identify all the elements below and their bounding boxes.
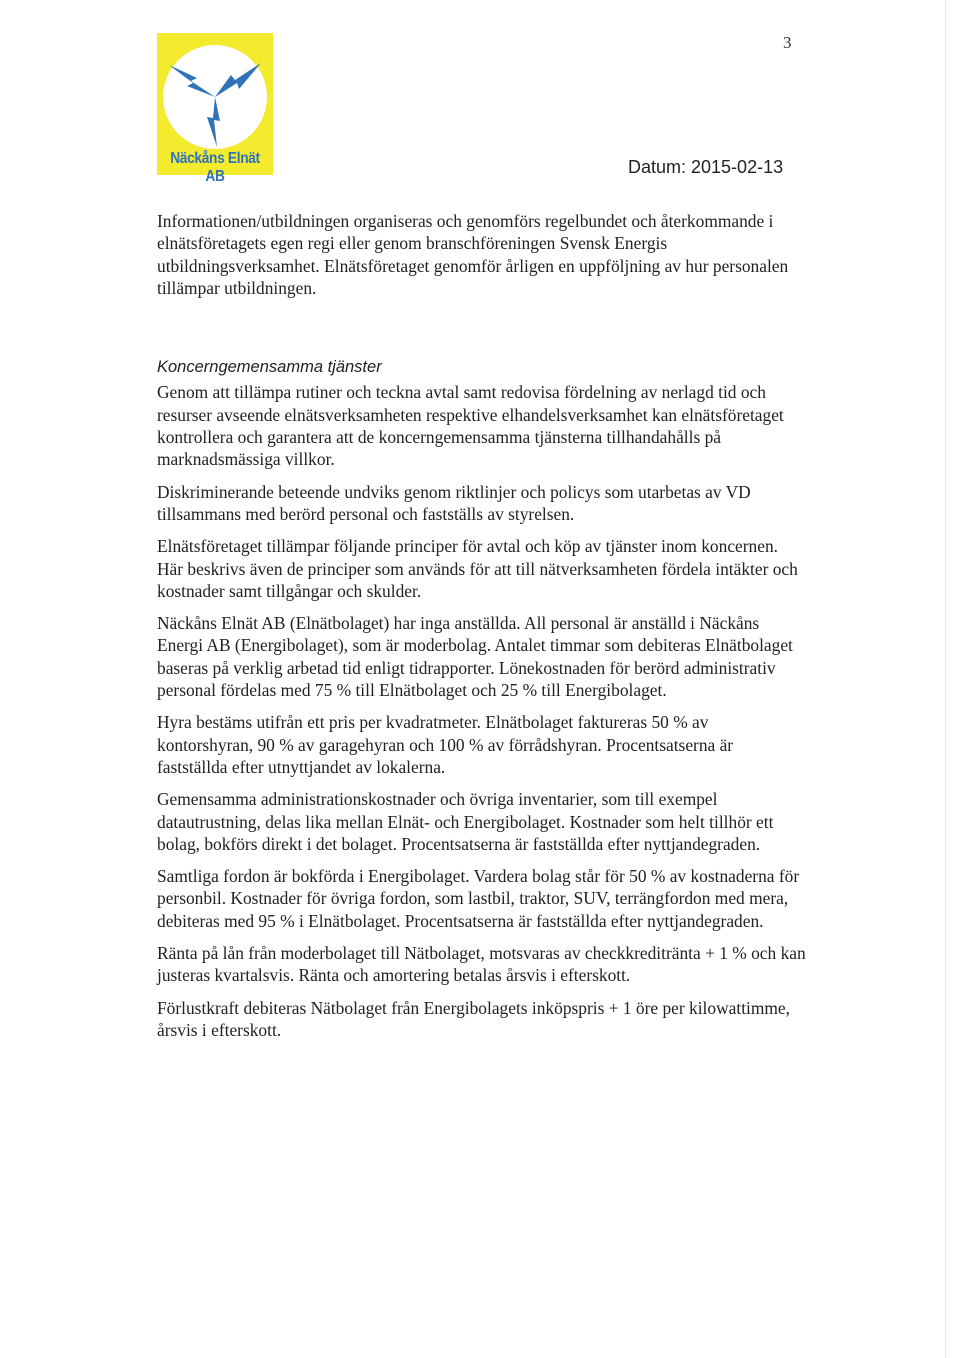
document-date: Datum: 2015-02-13	[628, 157, 784, 177]
logo-text: Näckåns Elnät AB	[170, 150, 260, 185]
paragraph-personnel: Näckåns Elnät AB (Elnätbolaget) har inga anställda. All personal är anställd i Näckåns Energi AB (Energibolaget), som är moderbolag. Antalet timmar som debiteras Elnätbolaget baseras på verklig arbetad tid enligt tidrapporter. Lönekostnaden för berörd administrativ personal fördelas med 75 % till Elnätbolaget och 25 % till Energibolaget.	[157, 613, 793, 701]
section-heading: Koncerngemensamma tjänster	[157, 358, 382, 377]
document-body	[157, 210, 807, 1051]
paragraph-routines: Genom att tillämpa rutiner och teckna avtal samt redovisa fördelning av nerlagd tid och resurser avseende elnätsverksamheten respektive elhandelsverksamhet kan elnätsföretaget kontrollera och garantera att de koncerngemensamma tjänsterna tillhandahålls på marknadsmässiga villkor.	[157, 382, 784, 470]
paragraph-discrimination: Diskriminerande beteende undviks genom riktlinjer och policys som utarbetas av VD tillsammans med berörd personal och fastställs av styrelsen.	[157, 481, 751, 524]
paragraph-admin-costs: Gemensamma administrationskostnader och övriga inventarier, som till exempel datautrustning, delas lika mellan Elnät- och Energibolaget. Kostnader som helt tillhör ett bolag, bokförs direkt i det bolaget. Procentsatserna är fastställda efter nyttjandegraden.	[157, 789, 774, 854]
paragraph-interest: Ränta på lån från moderbolaget till Nätbolaget, motsvaras av checkkreditränta + 1 % och kan justeras kvartalsvis. Ränta och amortering betalas årsvis i efterskott.	[157, 943, 806, 986]
paragraph-vehicles: Samtliga fordon är bokförda i Energibolaget. Vardera bolag står för 50 % av kostnaderna för personbil. Kostnader för övriga fordon, som lastbil, traktor, SUV, terrängfordon med mera, debiteras med 95 % i Elnätbolaget. Procentsatserna är fastställda efter nyttjandegraden.	[157, 866, 800, 931]
paragraph-training: Informationen/utbildningen organiseras och genomförs regelbundet och återkommande i elnätsföretagets egen regi eller genom branschföreningen Svensk Energis utbildningsverksamhet. Elnätsföretaget genomför årligen en uppföljning av hur personalen tillämpar utbildningen.	[157, 211, 789, 298]
company-logo	[157, 33, 273, 185]
paragraph-loss-power: Förlustkraft debiteras Nätbolaget från Energibolagets inköpspris + 1 öre per kilowattimme, årsvis i efterskott.	[157, 997, 790, 1040]
page-number: 3	[783, 33, 792, 52]
paragraph-rent: Hyra bestäms utifrån ett pris per kvadratmeter. Elnätbolaget faktureras 50 % av kontorshyran, 90 % av garagehyran och 100 % av förrådshyran. Procentsatserna är fastställda efter utnyttjandet av lokalerna.	[157, 712, 734, 777]
paragraph-principles: Elnätsföretaget tillämpar följande principer för avtal och köp av tjänster inom koncernen. Här beskrivs även de principer som används för att till nätverksamheten fördela intäkter och kostnader samt tillgångar och skulder.	[157, 536, 798, 601]
page-edge-line	[945, 0, 946, 1358]
